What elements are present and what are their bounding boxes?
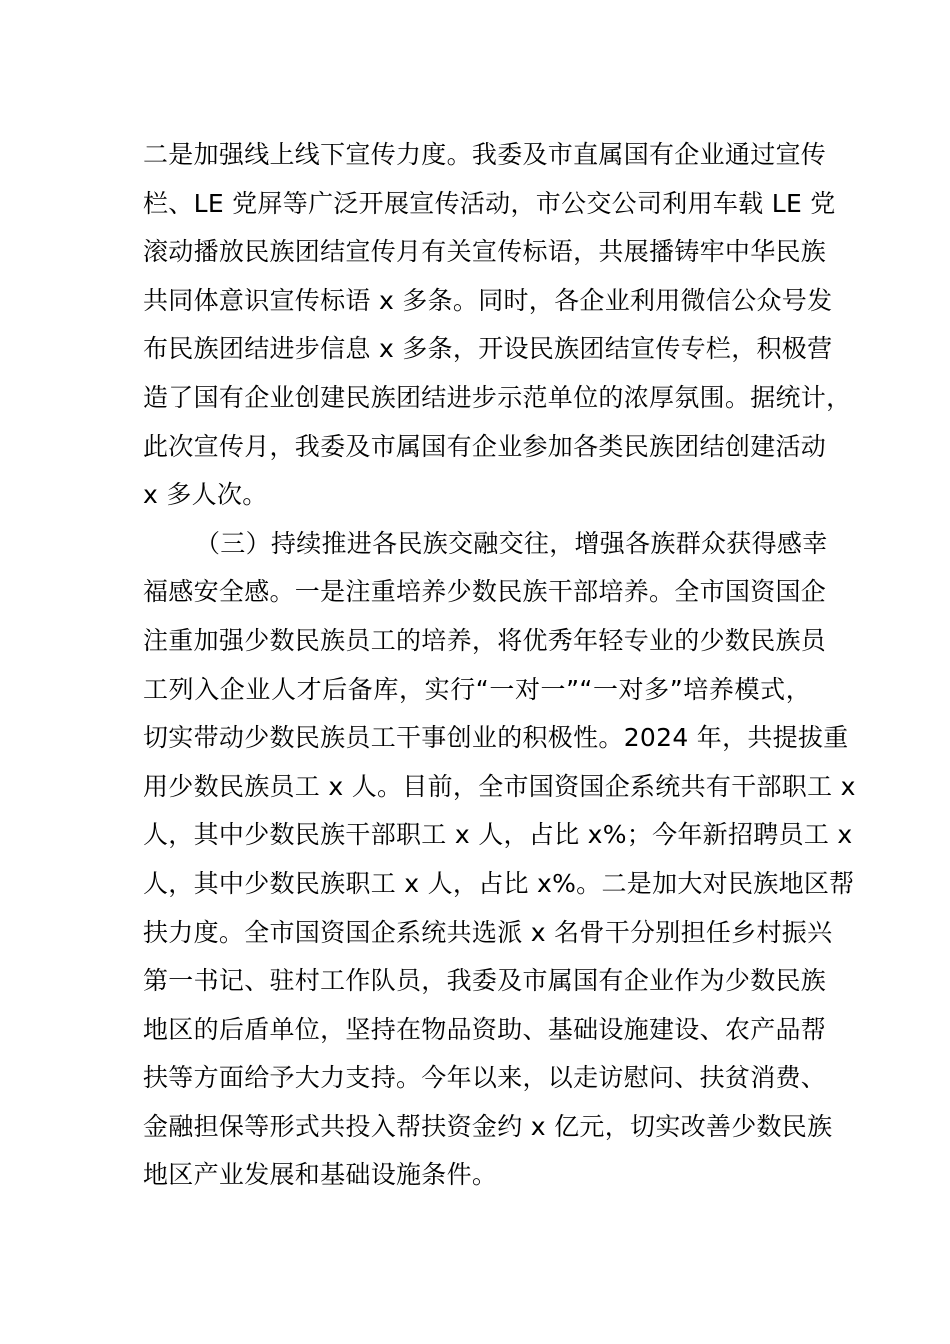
- text-line: 人，其中少数民族职工 x 人，占比 x%。二是加大对民族地区帮: [143, 868, 855, 898]
- text-line: 第一书记、驻村工作队员，我委及市属国有企业作为少数民族: [143, 966, 827, 996]
- section-heading-line: （三）持续推进各民族交融交往，增强各族群众获得感幸: [195, 528, 828, 558]
- text-line: 共同体意识宣传标语 x 多条。同时，各企业利用微信公众号发: [143, 285, 833, 315]
- text-line: 人，其中少数民族干部职工 x 人，占比 x%；今年新招聘员工 x: [143, 820, 853, 850]
- text-line: 二是加强线上线下宣传力度。我委及市直属国有企业通过宣传: [143, 140, 827, 169]
- text-line: 布民族团结进步信息 x 多条，开设民族团结宣传专栏，积极营: [143, 334, 833, 364]
- text-line: 金融担保等形式共投入帮扶资金约 x 亿元，切实改善少数民族: [143, 1111, 833, 1141]
- text-line: x 多人次。: [143, 480, 268, 510]
- text-line: 切实带动少数民族员工干事创业的积极性。2024 年，共提拔重: [143, 723, 849, 753]
- body-text: [143, 131, 856, 1200]
- text-line: 地区的后盾单位，坚持在物品资助、基础设施建设、农产品帮: [143, 1014, 827, 1044]
- text-line: 扶等方面给予大力支持。今年以来，以走访慰问、扶贫消费、: [143, 1063, 827, 1093]
- text-line: 福感安全感。一是注重培养少数民族干部培养。全市国资国企: [143, 577, 827, 607]
- text-line: 栏、LE 党屏等广泛开展宣传活动，市公交公司利用车载 LE 党: [143, 188, 836, 218]
- text-line: 工列入企业人才后备库，实行“一对一”“一对多”培养模式，: [143, 674, 811, 704]
- text-line: 滚动播放民族团结宣传月有关宣传标语，共展播铸牢中华民族: [143, 237, 827, 267]
- text-line: 用少数民族员工 x 人。目前，全市国资国企系统共有干部职工 x: [143, 771, 856, 801]
- text-line: 注重加强少数民族员工的培养，将优秀年轻专业的少数民族员: [143, 625, 827, 655]
- text-line: 此次宣传月，我委及市属国有企业参加各类民族团结创建活动: [143, 431, 827, 461]
- text-line: 地区产业发展和基础设施条件。: [143, 1160, 498, 1190]
- text-line: 造了国有企业创建民族团结进步示范单位的浓厚氛围。据统计，: [143, 382, 852, 412]
- text-line: 扶力度。全市国资国企系统共选派 x 名骨干分别担任乡村振兴: [143, 917, 833, 947]
